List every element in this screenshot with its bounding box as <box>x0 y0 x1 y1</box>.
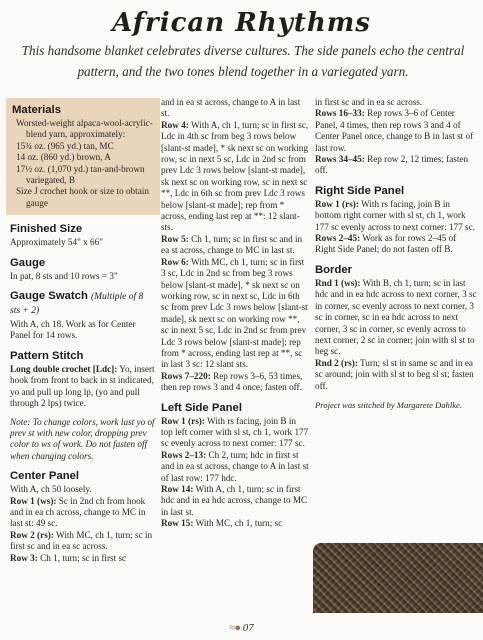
row-text: With B, ch 1, turn; sc in last hdc and in ea hdc across to next corner, 3 sc in corner, sc evenly across to next corner, 3 sc in corner, sc in ea hdc across to next corner, 3 sc in corner, sc evenly across to next corner, 2 sc in corner; join with sl st to beg sc. <box>315 277 477 357</box>
row-label: Row 1 (ws): <box>10 495 57 506</box>
materials-heading: Materials <box>12 104 61 116</box>
row-text: Rep rows 3–6 of Center Panel, 4 times, then rep rows 3 and 4 of Center Panel once, change to B in last st of last row. <box>315 108 474 153</box>
column-left <box>10 98 155 564</box>
row-text: With A, ch 1, turn; sc in first hdc and in ea hdc across, change to MC in last st. <box>161 484 308 517</box>
row-label: Rows 7–220: <box>161 370 211 381</box>
row-label: Row 4: <box>161 119 189 130</box>
materials-item: Worsted-weight alpaca-wool-acrylic-blend yarn, approximately: <box>16 118 153 140</box>
left-row-continued: in first sc and in ea sc across. <box>315 97 423 107</box>
border-row <box>315 278 477 358</box>
finished-size-heading: Finished Size <box>10 223 83 236</box>
row-text: Sc in 2nd ch from hook and in ea ch across, change to MC in last st: 49 sc. <box>10 495 146 529</box>
row-text: Rep rows 3–6, 53 times, then rep rows 3 and 4 once; fasten off. <box>161 370 303 393</box>
row-text: With rs facing, join B in top left corner with sl st, ch 1, work 177 sc evenly across to next corner: 177 sc. <box>161 415 309 449</box>
left-row <box>161 450 309 484</box>
gauge-swatch-heading <box>10 290 155 318</box>
color-change-note: Note: To change colors, work last yo of prev st with new color, dropping prev color to ws of work. Do not fasten off when changing colors. <box>10 416 155 461</box>
pattern-stitch-term: Long double crochet [Ldc]: <box>10 363 118 374</box>
row-text: Work as for rows 2–45 of Right Side Panel; do not fasten off B. <box>315 233 457 255</box>
gauge-heading: Gauge <box>10 256 46 269</box>
border-row <box>315 358 477 392</box>
left-row <box>161 416 309 450</box>
center-row <box>161 371 309 394</box>
project-credit: Project was stitched by Margarete Dahlke. <box>315 399 463 410</box>
materials-item: 14 oz. (860 yd.) brown, A <box>16 152 111 163</box>
row-label: Row 1 (rs): <box>315 198 359 209</box>
row-text-start: Ch 1, turn; sc in first sc <box>37 552 127 563</box>
center-row <box>161 120 309 234</box>
row-label: Row 5: <box>161 233 189 244</box>
row-label: Rnd 1 (ws): <box>315 277 361 288</box>
center-row <box>10 553 155 564</box>
left-panel-heading: Left Side Panel <box>161 401 242 414</box>
ornament-left-icon: ≈● <box>229 622 240 634</box>
column-right <box>315 97 477 410</box>
row-label: Rows 2–45: <box>315 233 361 244</box>
row-label: Row 1 (rs): <box>161 415 205 426</box>
row-label: Rows 16–33: <box>315 108 365 119</box>
gauge-text: In pat, 8 sts and 10 rows = 3" <box>10 270 118 281</box>
row-text: Ch 1, turn; sc in first sc and in ea st across, change to MC in last st. <box>161 233 303 256</box>
center-panel-heading: Center Panel <box>10 470 80 483</box>
row-text: With MC, ch 1, turn; sc in first 3 sc, Ldc in 2nd sc from beg 3 rows below [slant-st made], * sk next sc on working row, sc in next sc, Ldc in 6th sc from prev Ldc 3 rows below [slant-st made], sk next sc on working row **, sc in next 5 sc, Ldc in 2nd sc from prev Ldc 3 rows below [slant-st made]; rep from * across, ending last rep at **, sc in last 3 sc: 12 slant sts. <box>161 256 308 370</box>
right-row <box>315 233 477 256</box>
row-label: Row 6: <box>161 256 189 267</box>
page-number: 07 <box>242 622 254 634</box>
row-label: Rnd 2 (rs): <box>315 357 358 368</box>
pattern-stitch-desc: Yo, insert hook from front to back in st indicated, yo and pull up long lp, (yo and pull through 2 lps) twice. <box>10 363 155 409</box>
gauge-swatch-title: Gauge Swatch <box>10 290 88 303</box>
intro-text: This handsome blanket celebrates diverse cultures. The side panels echo the central pattern, and the two tones blend together in a variegated yarn. <box>21 43 465 79</box>
materials-box <box>6 98 160 215</box>
row-text-start: With MC, ch 1, turn; sc <box>193 518 283 529</box>
row-text: Ch 2, turn; hdc in first st and in ea st across, change to A in last st of last row: 177 hdc. <box>161 449 309 483</box>
finished-size-text: Approximately 54" x 66" <box>10 237 103 248</box>
row-label: Rows 34–45: <box>315 154 365 165</box>
row-label: Rows 2–13: <box>161 449 207 460</box>
page-footer <box>0 622 483 634</box>
materials-item: Size J crochet hook or size to obtain gauge <box>16 186 149 208</box>
row-text: Turn; sl st in same sc and in ea sc around; join with sl st to beg sl st; fasten off. <box>315 357 474 391</box>
row-label: Row 2 (rs): <box>10 529 54 540</box>
right-row <box>315 199 477 233</box>
pattern-stitch-heading: Pattern Stitch <box>10 349 84 362</box>
center-panel-intro: With A, ch 50 loosely. <box>10 484 92 495</box>
row-text: With MC, ch 1, turn; sc in first sc and in ea sc across. <box>10 529 153 552</box>
center-row <box>161 234 309 257</box>
gauge-swatch-text: With A, ch 18. Work as for Center Panel for 14 rows. <box>10 319 136 341</box>
pattern-stitch-text <box>10 364 155 410</box>
row-label: Row 3: <box>10 552 38 563</box>
page-title: African Rhythms <box>112 8 371 38</box>
left-row <box>161 484 309 518</box>
center-row <box>161 257 309 371</box>
left-row <box>315 154 477 177</box>
row-label: Row 15: <box>161 518 194 529</box>
blanket-photo <box>313 543 483 613</box>
gauge-swatch-note: (Multiple of 8 sts + 2) <box>10 292 144 317</box>
center-row <box>10 530 155 553</box>
column-middle <box>161 97 309 530</box>
materials-item: 15¾ oz. (965 yd.) tan, MC <box>16 140 114 151</box>
row-label: Row 14: <box>161 484 194 494</box>
left-row <box>161 518 309 529</box>
left-row <box>315 108 477 154</box>
border-heading: Border <box>315 263 353 276</box>
materials-item: 17½ oz. (1,070 yd.) tan-and-brown variegated, B <box>16 163 145 186</box>
center-row-continued: and in ea st across, change to A in last st. <box>161 97 301 119</box>
center-row <box>10 496 155 530</box>
row-text: With rs facing, join B in bottom right corner with sl st, ch 1, work 177 sc evenly across to next corner: 177 sc. <box>315 198 475 232</box>
row-text: Rep row 2, 12 times; fasten off. <box>315 154 469 176</box>
row-text: With A, ch 1, turn; sc in first sc, Ldc in 4th sc from beg 3 rows below [slant-st made], * sk next sc on working row, sc in next 5 sc, Ldc in 2nd sc from prev Ldc 3 rows below [slant-st made], sk next sc on working row, sc in next sc **, Ldc in 6th sc from prev Ldc 3 rows below [slant-st made]; rep from * across, ending last rep at **: 12 slant-sts. <box>161 119 309 233</box>
right-panel-heading: Right Side Panel <box>315 184 405 197</box>
